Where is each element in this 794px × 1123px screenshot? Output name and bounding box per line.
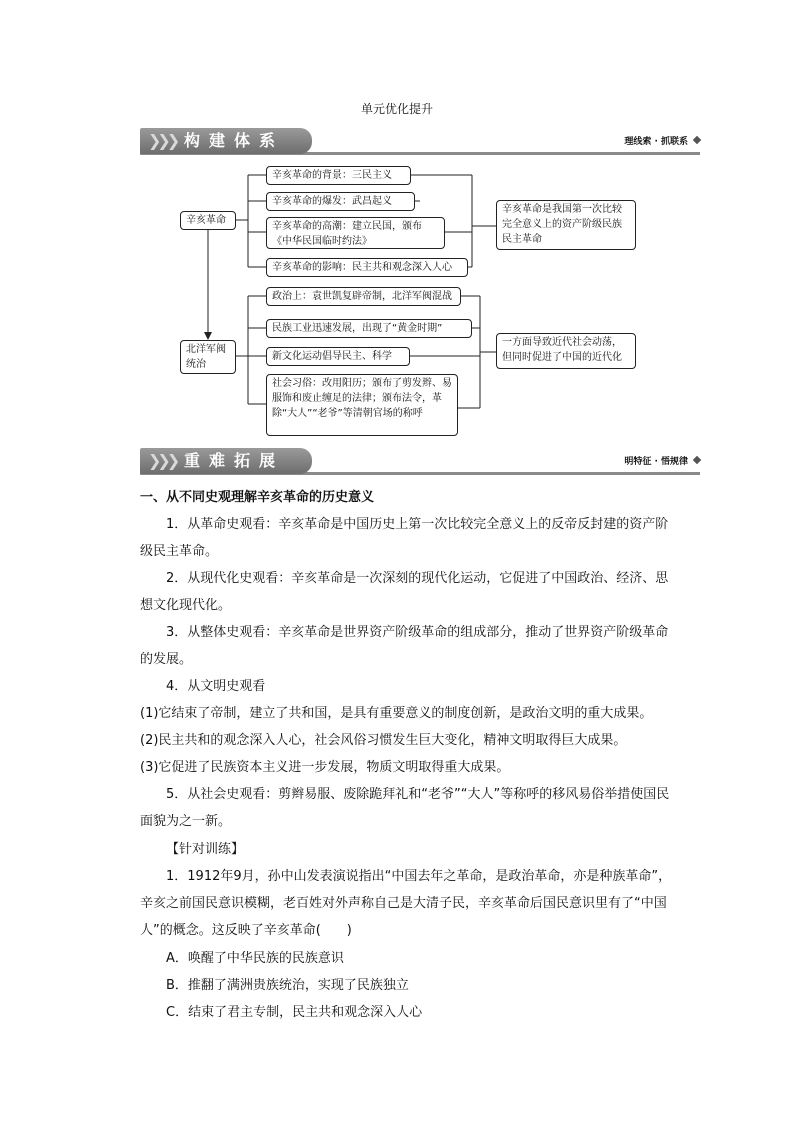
banner-title: 重难拓展 bbox=[184, 451, 285, 470]
chevron-icon: ❯❯❯ bbox=[148, 131, 177, 150]
map-item-background: 辛亥革命的背景：三民主义 bbox=[266, 166, 411, 185]
paragraph-5: 5．从社会史观看：剪辫易服、废除跪拜礼和“老爷”“大人”等称呼的移风易俗举措使国民面貌为之一新。 bbox=[140, 787, 670, 829]
diamond-icon bbox=[693, 456, 701, 464]
paragraph-1: 1．从革命史观看：辛亥革命是中国历史上第一次比较完全意义上的反帝反封建的资产阶级民主革命。 bbox=[140, 517, 669, 559]
banner-pill bbox=[140, 128, 312, 154]
map-summary-beiyang: 一方面导致近代社会动荡，但同时促进了中国的近代化 bbox=[496, 333, 636, 369]
banner-title: 构建体系 bbox=[184, 131, 285, 150]
paragraph-3: 3．从整体史观看：辛亥革命是世界资产阶级革命的组成部分，推动了世界资产阶级革命的发展。 bbox=[140, 625, 669, 667]
option-c: C．结束了君主专制，民主共和观念深入人心 bbox=[166, 1005, 423, 1020]
map-item-influence: 辛亥革命的影响：民主共和观念深入人心 bbox=[266, 258, 468, 277]
paragraph-4: 4．从文明史观看 bbox=[166, 679, 266, 694]
section-banner-framework bbox=[140, 128, 700, 156]
paragraph-4-1: (1)它结束了帝制，建立了共和国，是具有重要意义的制度创新，是政治文明的重大成果。 bbox=[140, 706, 653, 721]
map-item-industry: 民族工业迅速发展，出现了“黄金时期” bbox=[266, 319, 472, 338]
map-item-outbreak: 辛亥革命的爆发：武昌起义 bbox=[266, 192, 415, 211]
map-summary-xinhai: 辛亥革命是我国第一次比较完全意义上的资产阶级民族民主革命 bbox=[496, 200, 636, 250]
chevron-icon: ❯❯❯ bbox=[148, 451, 177, 470]
map-item-climax: 辛亥革命的高潮：建立民国，颁布《中华民国临时约法》 bbox=[266, 217, 445, 249]
question-1: 1．1912年9月，孙中山发表演说指出“中国去年之革命，是政治革命，亦是种族革命”，辛亥之前国民意识模糊，老百姓对外声称自己是大清子民，辛亥革命后国民意识里有了“中国人”的概念。这反映了辛亥革命( ) bbox=[140, 869, 672, 938]
paragraph-2: 2．从现代化史观看：辛亥革命是一次深刻的现代化运动，它促进了中国政治、经济、思想文化现代化。 bbox=[140, 571, 669, 613]
section-heading: 一、从不同史观理解辛亥革命的历史意义 bbox=[140, 490, 375, 505]
banner-subtitle: 明特征 · 悟规律 bbox=[624, 457, 688, 467]
training-heading: 【针对训练】 bbox=[166, 842, 245, 857]
paragraph-4-3: (3)它促进了民族资本主义进一步发展，物质文明取得重大成果。 bbox=[140, 760, 510, 775]
map-root-beiyang: 北洋军阀统治 bbox=[180, 340, 236, 374]
map-item-new-culture: 新文化运动倡导民主、科学 bbox=[266, 347, 410, 366]
diamond-icon bbox=[693, 136, 701, 144]
banner-pill bbox=[140, 448, 312, 474]
option-b: B．推翻了满洲贵族统治，实现了民族独立 bbox=[166, 978, 409, 993]
option-a: A．唤醒了中华民族的民族意识 bbox=[166, 951, 344, 966]
map-item-politics: 政治上：袁世凯复辟帝制，北洋军阀混战 bbox=[266, 287, 461, 306]
banner-subtitle: 理线索 · 抓联系 bbox=[624, 137, 688, 147]
map-item-customs: 社会习俗：改用阳历；颁布了剪发辫、易服饰和废止缠足的法律；颁布法令，革除“大人”“老爷”等清朝官场的称呼 bbox=[266, 374, 458, 436]
document-title: 单元优化提升 bbox=[360, 102, 433, 116]
section-banner-key-points bbox=[140, 448, 700, 476]
map-root-xinhai: 辛亥革命 bbox=[180, 211, 236, 230]
paragraph-4-2: (2)民主共和的观念深入人心，社会风俗习惯发生巨大变化，精神文明取得巨大成果。 bbox=[140, 733, 627, 748]
